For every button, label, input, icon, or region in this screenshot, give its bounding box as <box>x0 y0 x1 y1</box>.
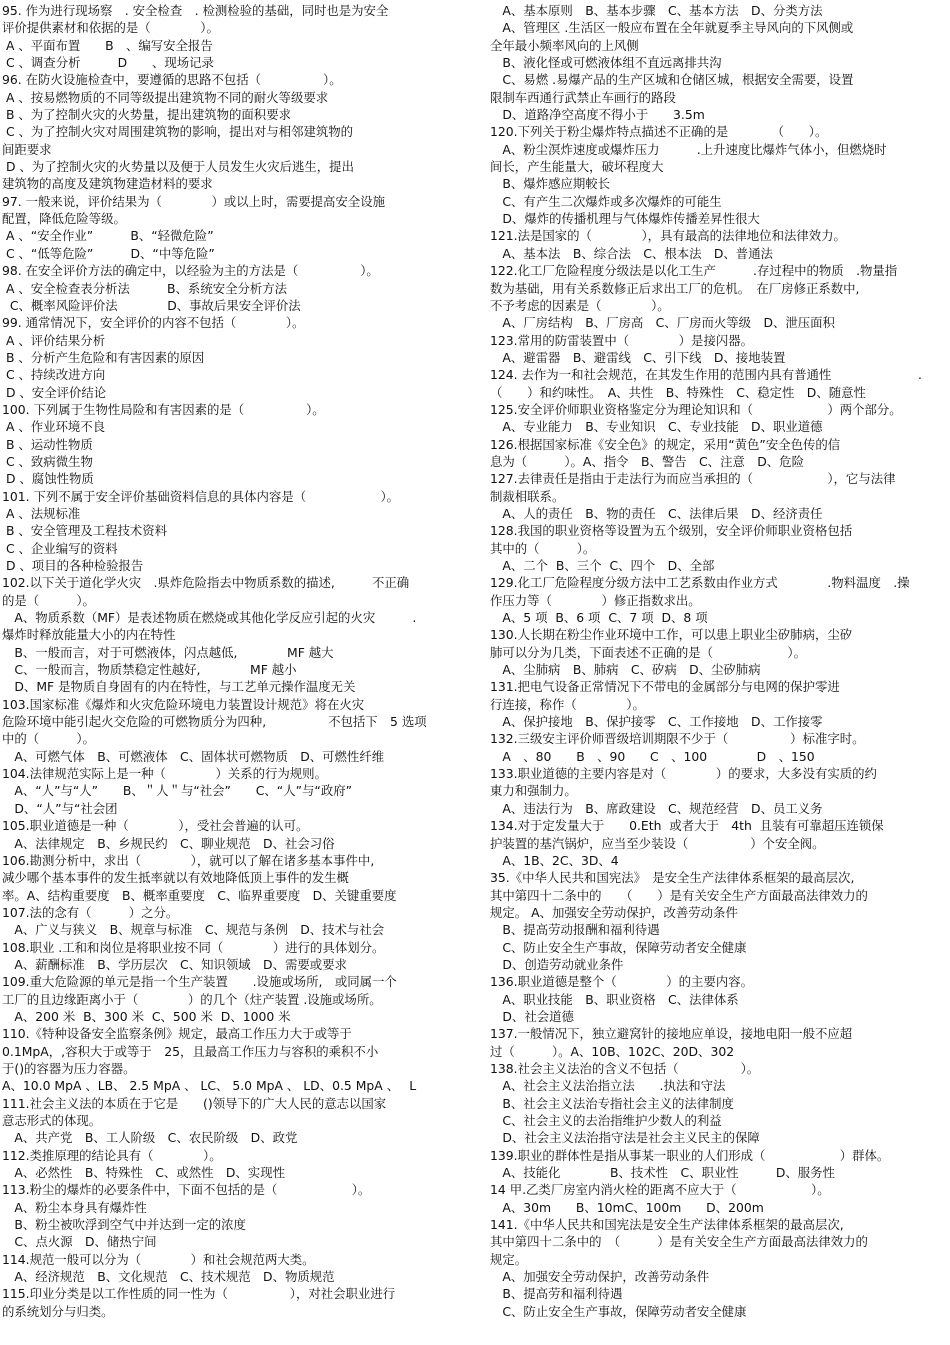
left-column-line: 0.1MpA，,容积大于或等于 25，且最高工作压力与容积的乘积不小 <box>2 1043 379 1059</box>
right-column-line: A、保护接地 B、保护接零 C、工作接地 D、工作接零 <box>490 714 823 730</box>
right-column-line: A、二个 B、三个 C、四个 D、全部 <box>490 558 715 573</box>
left-column-line: 率。A、结构重要度 B、概率重要度 C、临界重要度 D、关键重要度 <box>2 887 397 903</box>
left-column-line: A、10.0 MpA 、LB、 2.5 MpA 、 LC、 5.0 MpA 、 LD、0.5 MpA 、 L <box>2 1078 417 1094</box>
right-column-line: 125.安全评价师职业资格鉴定分为理论知识和（ ）两个部分。 <box>490 401 902 417</box>
left-column-line: 于()的容器为压力容器。 <box>2 1060 136 1076</box>
right-column-line: A、技能化 B、技术性 C、职业性 D、服务性 <box>490 1165 835 1181</box>
right-column-line: A、管理区 .生活区一般应布置在全年就夏季主导风向的下风侧或 <box>490 20 854 36</box>
left-column-line: D 、为了控制火灾的火势量以及便于人员发生火灾后逃生，提出 <box>2 159 354 175</box>
right-column-line: 124. 去作为一和社会规范，在其发生作用的范围内具有普通性 . <box>490 367 922 383</box>
left-column-line: 减少哪个基本事件的发生抵率就以有效地降低顶上事件的发生概 <box>2 870 349 886</box>
right-column-line: D、社会主义法治指守法是社会主义民主的保障 <box>490 1130 760 1146</box>
left-column-line: C、点火源 D、储热宁间 <box>2 1234 157 1250</box>
right-column-line: A、专业能力 B、专业知识 C、专业技能 D、职业道德 <box>490 419 823 435</box>
left-column-line: A 、法规标准 <box>2 505 81 521</box>
left-column-line: A、经济规范 B、文化规范 C、技术规范 D、物质规范 <box>2 1269 335 1285</box>
left-column-line: C、概率风险评价法 D、事故后果安全评价法 <box>2 297 301 313</box>
right-column-line: 129.化工厂危险程度分级方法中工艺系数由作业方式 .物料温度 .操 <box>490 575 910 591</box>
left-column-line: B 、安全管理及工程技术资料 <box>2 523 168 539</box>
left-column-line: A、薪酬标准 B、学历层次 C、知识领域 D、需要或要求 <box>2 956 347 972</box>
right-column-line: 35.《中华人民共和国宪法》 是安全生产法律体系框架的最高层次, <box>490 870 855 886</box>
right-column-line: 141.《中华人民共和国宪法是安全生产法律体系框架的最高层次, <box>490 1217 844 1233</box>
right-column-line: A、社会主义法治指立法 .执法和守法 <box>490 1078 726 1094</box>
right-column-line: 121.法是国家的（ ），具有最高的法律地位和法律效力。 <box>490 228 846 244</box>
right-column-line: A、职业技能 B、职业资格 C、法律体系 <box>490 991 739 1007</box>
right-column-line: 不予考虑的因素是（ ）。 <box>490 297 670 313</box>
left-column-line: 105.职业道德是一种（ ），受社会普遍的认可。 <box>2 818 309 834</box>
left-column-line: 100. 下列属于生物性局险和有害因素的是（ ）。 <box>2 401 325 417</box>
left-column-line: A 、评价结果分析 <box>2 332 106 348</box>
right-column-line: 行连接，称作（ ）。 <box>490 696 645 712</box>
right-column-line: A、粉尘溟炸速度或爆炸压力 .上升速度比爆炸气体小，但燃烧时 <box>490 141 887 157</box>
left-text-column <box>2 2 472 1320</box>
left-column-line: C 、调查分析 D 、现场记录 <box>2 55 214 71</box>
left-column-line: A、共产党 B、工人阶级 C、农民阶级 D、政党 <box>2 1130 298 1146</box>
left-column-line: D 、腐蚀性物质 <box>2 471 94 487</box>
left-column-line: A、粉尘本身具有爆炸性 <box>2 1199 147 1215</box>
right-column-line: 123.常用的防雷装置中（ ）是接闪器。 <box>490 332 754 348</box>
left-column-line: A、必然性 B、特殊性 C、或然性 D、实现性 <box>2 1165 285 1181</box>
right-column-line: 规定。 <box>490 1251 528 1267</box>
left-column-line: B、粉尘被吹浮到空气中并达到一定的浓度 <box>2 1217 246 1233</box>
left-column-line: 配置，降低危险等级。 <box>2 211 126 227</box>
right-column-line: 全年最小频率风向的上风侧 <box>490 37 639 53</box>
left-column-line: 爆炸时释放能量大小的内在特性 <box>2 627 176 643</box>
right-column-line: D、社会道德 <box>490 1008 574 1024</box>
right-column-line: 120.下列关于粉尘爆炸特点描述不正确的是 （ ）。 <box>490 124 828 140</box>
left-column-line: A、“人”与“人” B、＂人＂与“社会” C、“人”与“政府” <box>2 783 353 799</box>
right-column-line: A、尘肺病 B、肺病 C、矽病 D、尘矽肺病 <box>490 662 761 678</box>
right-column-line: 136.职业道德是整个（ ）的主要内容。 <box>490 974 754 990</box>
right-column-line: 131.把电气设备正常情况下不带电的金属部分与电网的保护零进 <box>490 679 840 695</box>
right-column-line: B、社会主义法治专指社会主义的法律制度 <box>490 1095 734 1111</box>
left-column-line: D、“人”与“社会团 <box>2 800 118 816</box>
left-column-line: D 、安全评价结论 <box>2 384 107 400</box>
right-column-line: 139.职业的群体性是指从事某一职业的人们形成（ ）群体。 <box>490 1147 890 1163</box>
left-column-line: D 、项目的各种检验报告 <box>2 558 144 573</box>
right-column-line: A、避雷器 B、避雷线 C、引下线 D、接地装置 <box>490 349 786 365</box>
right-column-line: B、提高劳动报酬和福利待遇 <box>490 922 660 938</box>
right-column-line: 过（ ）。A、10B、102C、20D、302 <box>490 1043 735 1059</box>
left-column-line: 104.法律规范实际上是一种（ ）关系的行为规则。 <box>2 766 327 782</box>
left-column-line: C 、为了控制火灾对周围建筑物的影响，提出对与相邻建筑物的 <box>2 124 354 140</box>
left-column-line: 108.职业 .工和和岗位是将职业按不同（ ）进行的具体划分。 <box>2 939 385 955</box>
right-column-line: D、创造劳动就业条件 <box>490 956 624 972</box>
right-column-line: 東力和强制力。 <box>490 783 577 799</box>
right-column-line: C、防止安全生产事故，保障劳动者安全健康 <box>490 1303 747 1319</box>
right-column-line: C、有产生二次爆炸或多次爆炸的可能生 <box>490 193 722 209</box>
right-column-line: 133.职业道德的主要内容是对（ ）的要求，大多没有实质的约 <box>490 766 877 782</box>
right-column-line: B、提高劳和福利待遇 <box>490 1286 623 1302</box>
left-column-line: 115.印业分类是以工作性质的同一性为（ ），对社会职业进行 <box>2 1286 396 1302</box>
right-column-line: C、易燃 .易爆产品的生产区城和仓储区城，根据安全需要，设置 <box>490 72 854 88</box>
right-column-line: 其中第四十二条中的 （ ）是有关安全生产方面最高法律效力的 <box>490 1234 868 1250</box>
right-column-line: B、液化怪或可燃液体组不直远离排共沟 <box>490 55 722 71</box>
right-column-line: 护装置的基汽锅炉，应当至少装设（ ）个安全阀。 <box>490 835 825 851</box>
left-column-line: A、广义与狭义 B、规章与标准 C、规范与条例 D、技术与社会 <box>2 922 385 938</box>
left-column-line: 106.勘测分析中，求出（ ），就可以了解在诸多基本事件中, <box>2 852 375 868</box>
left-column-line: A、200 米 B、300 米 C、500 米 D、1000 米 <box>2 1008 291 1024</box>
right-column-line: 数为基础，用有关系数修正后求出工厂的危机。 在厂房修正系数中, <box>490 280 860 296</box>
left-column-line: 112.类推原理的结论具有（ ）。 <box>2 1147 222 1163</box>
left-column-line: 101. 下列不属于安全评价基础资料信息的具体内容是（ ）。 <box>2 488 400 504</box>
left-column-line: A 、平面布置 B 、编写安全报告 <box>2 37 213 53</box>
left-column-line: 95. 作为进行现场察 . 安全检查 . 检测检验的基础，同时也是为安全 <box>2 3 389 18</box>
right-column-line: A、1B、2C、3D、4 <box>490 852 619 868</box>
left-column-line: B 、运动性物质 <box>2 436 93 452</box>
right-column-line: 130.人长期在粉尘作业环境中工作，可以患上职业尘矽肺病，尘矽 <box>490 627 853 643</box>
left-column-line: C 、企业编写的资料 <box>2 540 118 556</box>
left-column-line: 109.重大危险源的单元是指一个生产装置 .设施或场所, 或同属一个 <box>2 974 397 990</box>
right-column-line: A、加强安全劳动保护，改善劳动条件 <box>490 1269 710 1285</box>
right-column-line: （ ）和约味性。 A、共性 B、特殊性 C、稳定性 D、随意性 <box>490 384 866 400</box>
right-column-line: A、基本原则 B、基本步骤 C、基本方法 D、分类方法 <box>490 3 823 18</box>
right-column-line: 137.一般情况下，独立避窝针的接地应单设，接地电阳一般不应超 <box>490 1026 853 1042</box>
right-column-line: 122.化工厂危险程度分级法是以化工生产 .存过程中的物质 .物量指 <box>490 263 898 279</box>
right-column-line: 间长，产生能量大，破坏程度大 <box>490 159 664 175</box>
left-column-line: C、一般而言，物质禁稳定性越好, MF 越小 <box>2 662 297 678</box>
right-column-line: 14 甲.乙类厂房室内消火栓的距离不应大于（ ）。 <box>490 1182 830 1198</box>
left-column-line: 97. 一般来说，评价结果为（ ）或以上时，需要提高安全设施 <box>2 193 385 209</box>
left-column-line: 的系统划分与归类。 <box>2 1303 114 1319</box>
left-column-line: 96. 在防火设施检查中，要遵循的思路不包括（ ）。 <box>2 72 342 88</box>
right-column-line: A、30m B、10mC、100m D、200m <box>490 1199 764 1215</box>
right-column-line: A、5 项 B、6 项 C、7 项 D、8 项 <box>490 610 708 626</box>
left-column-line: 意志形式的体现。 <box>2 1113 102 1128</box>
right-column-line: 息为（ ）。A、指令 B、警告 C、注意 D、危险 <box>490 453 804 469</box>
right-column-line: 132.三级安主评价师晋级培训期限不少于（ ）标准字时。 <box>490 731 865 747</box>
left-column-line: A、物质系数（MF）是表述物质在燃烧或其他化学反应引起的火灾 . <box>2 610 417 626</box>
right-column-line: 其中第四十二条中的 （ ）是有关安全生产方面最高法律效力的 <box>490 887 868 903</box>
right-column-line: 其中的（ ）。 <box>490 540 596 556</box>
right-column-line: B、爆炸感应期較长 <box>490 176 611 192</box>
left-column-line: 114.规范一般可以分为（ ）和社会规范两大类。 <box>2 1251 315 1267</box>
left-column-line: 107.法的念有（ ）之分。 <box>2 904 179 920</box>
left-column-line: B 、为了控制火灾的火势量，提出建筑物的面积要求 <box>2 107 291 123</box>
right-column-line: 限制车西通行武禁止车画行的路段 <box>490 89 676 105</box>
left-column-line: 建筑物的高度及建筑物建造材料的要求 <box>2 176 213 192</box>
left-column-line: B、一般而言，对于可燃液体，闪点越低, MF 越大 <box>2 644 334 660</box>
right-column-line: 138.社会主义法治的含义不包括（ ）。 <box>490 1060 760 1076</box>
left-column-line: D、MF 是物质自身固有的内在特性，与工艺单元操作温度无关 <box>2 679 356 695</box>
left-column-line: 间距要求 <box>2 141 52 157</box>
right-column-line: A、基本法 B、综合法 C、根本法 D、普通法 <box>490 245 773 261</box>
left-column-line: 98. 在安全评价方法的确定中，以经验为主的方法是（ ）。 <box>2 263 379 279</box>
left-column-line: A 、作业环境不良 <box>2 419 106 435</box>
left-column-line: 中的（ ）。 <box>2 731 95 747</box>
left-column-line: C 、“低等危险” D、“中等危险” <box>2 245 215 261</box>
right-column-line: 127.去律责任是指由于走法行为而应当承担的（ ），它与法律 <box>490 471 896 487</box>
left-column-line: C 、持续改进方向 <box>2 367 106 383</box>
left-column-line: 103.国家标准《爆炸和火灾危险环境电力装置设计规范》将在火灾 <box>2 696 365 712</box>
left-column-line: 的是（ ）。 <box>2 592 95 608</box>
right-column-line: 制裁相联系。 <box>490 488 565 504</box>
left-column-line: 113.粉尘的爆炸的必要条件中，下面不包括的是（ ）。 <box>2 1182 371 1198</box>
left-column-line: 111.社会主义法的本质在于它是 ()领导下的广大人民的意志以国家 <box>2 1095 387 1111</box>
left-column-line: 危险环境中能引起火交危险的可燃物质分为四种, 不包括下 5 选项 <box>2 714 427 730</box>
left-column-line: 评价提供素材和依据的是（ ）。 <box>2 20 219 36</box>
right-column-line: 规定。 A、加强安全劳动保护，改善劳动条件 <box>490 904 738 920</box>
right-column-line: A、违法行为 B、席政建设 C、规范经营 D、员工义务 <box>490 800 823 816</box>
left-column-line: 110.《特种设备安全监察条例》规定，最高工作压力大于或等于 <box>2 1026 352 1042</box>
right-column-line: A、人的责任 B、物的责任 C、法律后果 D、经济责任 <box>490 505 823 521</box>
right-column-line: D、爆炸的传播机理与气体爆炸传播差昇性很大 <box>490 211 760 227</box>
left-column-line: A 、按易燃物质的不同等级提出建筑物不同的耐火等级要求 <box>2 89 329 105</box>
right-column-line: C、社会主义的去治指维护少数人的利益 <box>490 1113 722 1128</box>
left-column-line: A、可燃气体 B、可燃液体 C、固体状可燃物质 D、可燃性纤维 <box>2 748 385 764</box>
left-column-line: B 、分析产生危险和有害因素的原因 <box>2 349 205 365</box>
right-column-line: 134.对于定发量大于 0.Eth 或者大于 4th 且装有可靠超压连锁保 <box>490 818 884 834</box>
right-column-line: 126.根据国家标准《安全色》的规定，采用“黄色”安全色传的信 <box>490 436 841 452</box>
left-column-line: C 、致病微生物 <box>2 453 93 469</box>
left-column-line: A、法律规定 B、乡规民约 C、聊业规范 D、社会习俗 <box>2 835 335 851</box>
right-column-line: D、道路净空高度不得小于 3.5m <box>490 107 705 123</box>
right-column-line: A、厂房结构 B、厂房高 C、厂房而火等级 D、泄压面积 <box>490 315 835 331</box>
right-column-line: C、防止安全生产事故，保障劳动者安全健康 <box>490 939 747 955</box>
right-column-line: A 、80 B 、90 C 、100 D 、150 <box>490 748 815 764</box>
left-column-line: 99. 通常情况下，安全评价的内容不包括（ ）。 <box>2 315 305 331</box>
left-column-line: A 、安全检查表分析法 B、系统安全分析方法 <box>2 280 288 296</box>
right-column-line: 肺可以分为几类，下面表述不正确的是（ ）。 <box>490 644 806 660</box>
left-column-line: 102.以下关于道化学火灾 .県炸危险指去中物质系数的描述, 不正确 <box>2 575 410 591</box>
left-column-line: 工厂的且边缘距离小于（ ）的几个（炷产装置 .设施或场所。 <box>2 991 382 1007</box>
right-text-column <box>490 2 948 1320</box>
right-column-line: 作压力等（ ）修正指数求出。 <box>490 592 701 608</box>
left-column-line: A 、“安全作业” B、“轻微危险” <box>2 228 214 244</box>
right-column-line: 128.我国的职业资格等设置为五个级别，安全评价师职业资格包括 <box>490 523 853 539</box>
